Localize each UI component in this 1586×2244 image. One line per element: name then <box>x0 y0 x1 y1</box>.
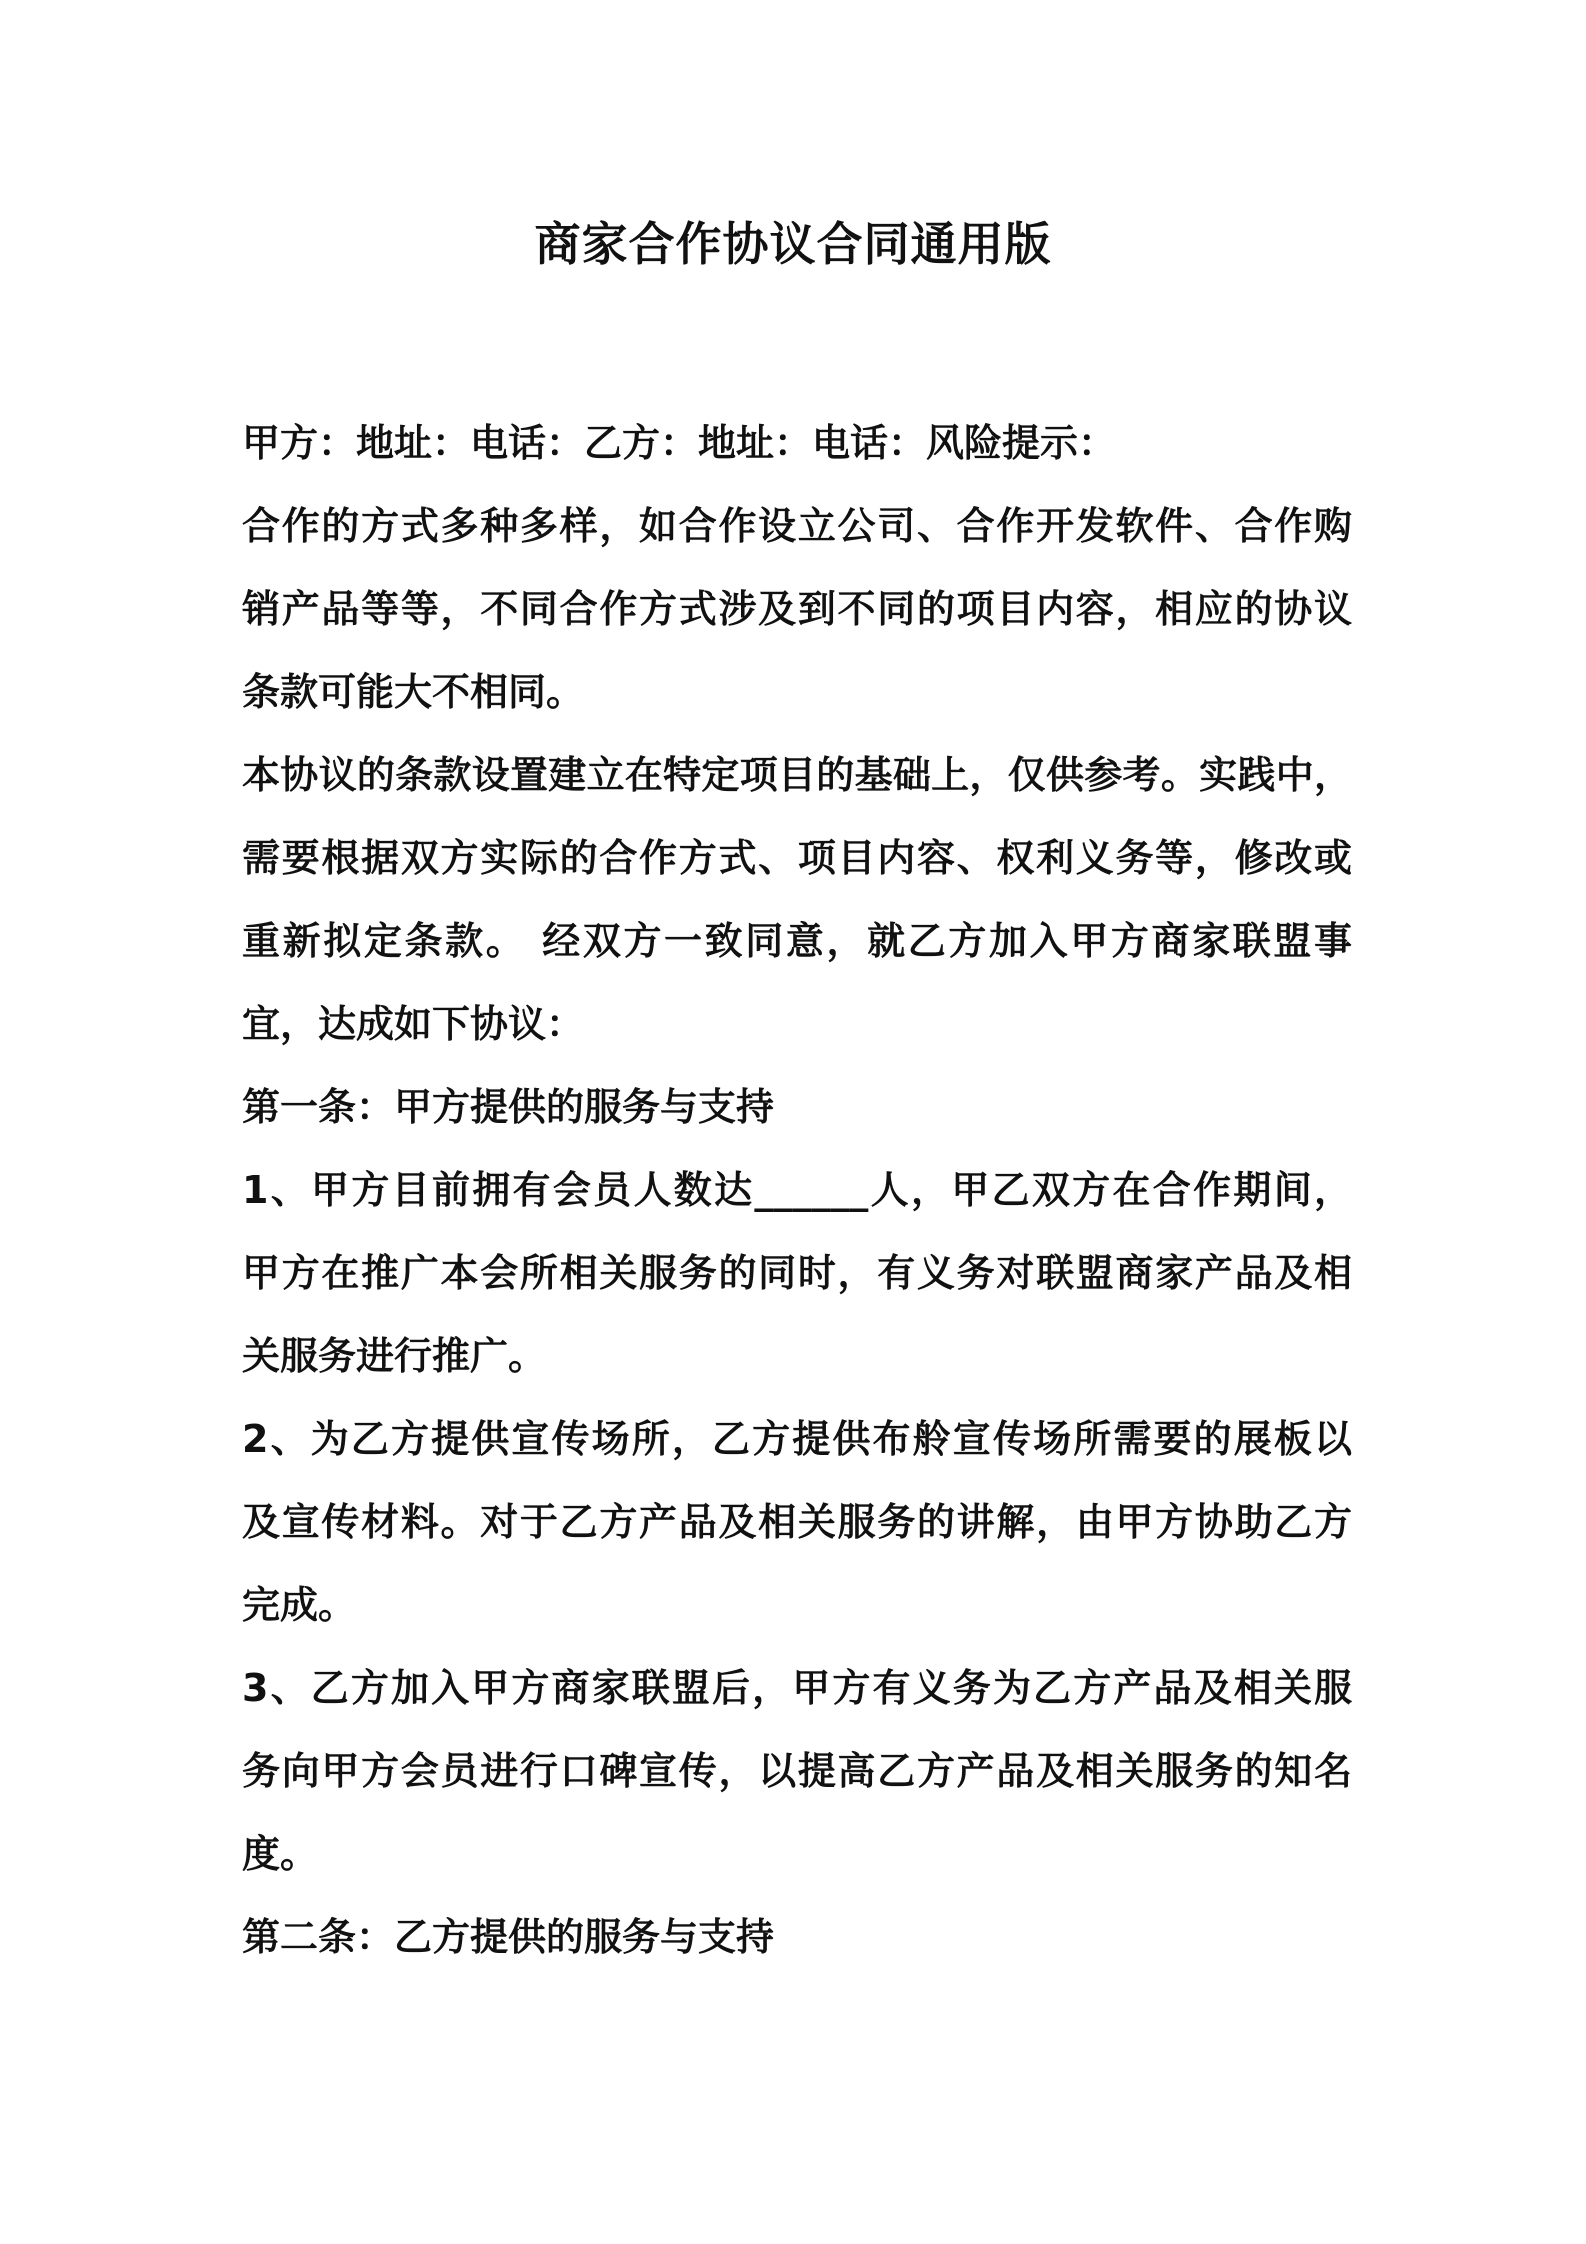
text-line: 1、甲方目前拥有会员人数达______人，甲乙双方在合作期间， <box>242 1168 1352 1212</box>
text-line: 3、乙方加入甲方商家联盟后，甲方有义务为乙方产品及相关服 <box>242 1666 1352 1710</box>
text-line-parties: 甲方：地址：电话：乙方：地址：电话：风险提示： <box>242 421 1117 465</box>
text-line: 及宣传材料。对于乙方产品及相关服务的讲解，由甲方协助乙方 <box>242 1500 1352 1544</box>
text-line: 本协议的条款设置建立在特定项目的基础上，仅供参考。实践中， <box>242 753 1352 797</box>
text-line: 度。 <box>242 1832 319 1876</box>
text-line: 2、为乙方提供宣传场所，乙方提供布舲宣传场所需要的展板以 <box>242 1417 1352 1461</box>
text-line: 重新拟定条款。 经双方一致同意，就乙方加入甲方商家联盟事 <box>242 919 1352 963</box>
text-line: 条款可能大不相同。 <box>242 670 585 714</box>
text-line: 关服务进行推广。 <box>242 1334 547 1378</box>
section-heading-article-1: 第一条：甲方提供的服务与支持 <box>242 1085 775 1129</box>
section-heading-article-2: 第二条：乙方提供的服务与支持 <box>242 1915 775 1959</box>
document-body <box>242 402 1352 1979</box>
text-line: 宜，达成如下协议： <box>242 1002 585 1046</box>
text-line: 完成。 <box>242 1583 357 1627</box>
text-line: 需要根据双方实际的合作方式、项目内容、权利义务等，修改或 <box>242 836 1352 880</box>
text-line: 合作的方式多种多样，如合作设立公司、合作开发软件、合作购 <box>242 504 1352 548</box>
text-line: 销产品等等，不同合作方式涉及到不同的项目内容，相应的协议 <box>242 587 1352 631</box>
text-line: 甲方在推广本会所相关服务的同时，有义务对联盟商家产品及相 <box>242 1251 1352 1295</box>
text-line: 务向甲方会员进行口碑宣传，以提高乙方产品及相关服务的知名 <box>242 1749 1352 1793</box>
document-title: 商家合作协议合同通用版 <box>534 217 1052 271</box>
